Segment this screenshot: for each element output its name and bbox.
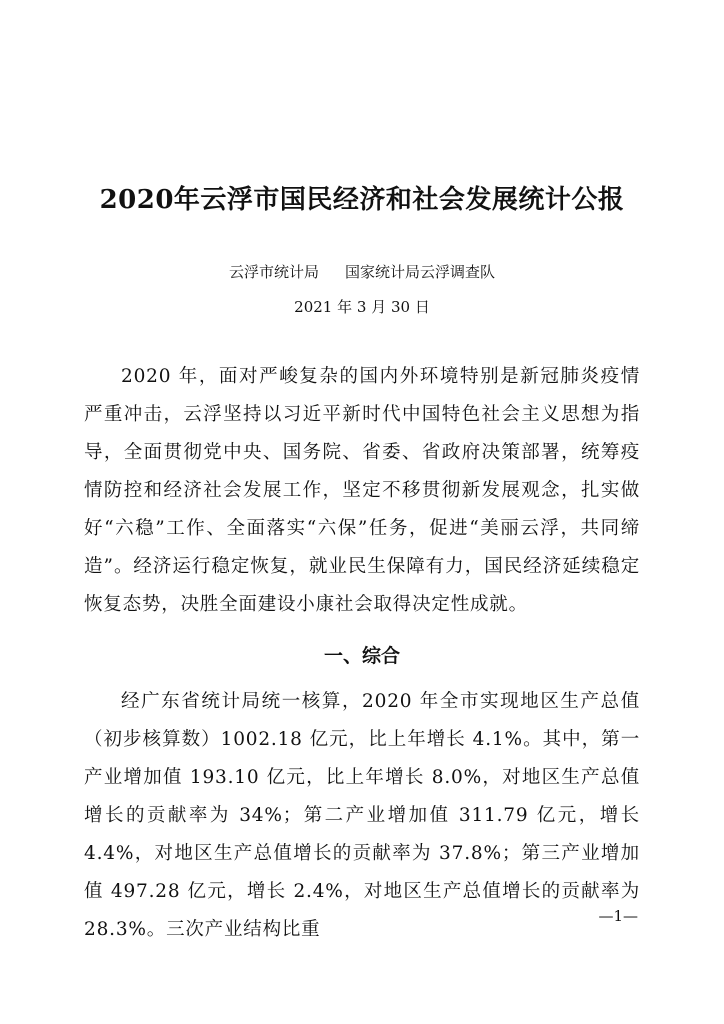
author-primary: 云浮市统计局 (228, 263, 319, 281)
author-line (0, 262, 724, 282)
intro-paragraph: 2020 年，面对严峻复杂的国内外环境特别是新冠肺炎疫情严重冲击，云浮坚持以习近平新时代中国特色社会主义思想为指导，全面贯彻党中央、国务院、省委、省政府决策部署，统筹疫情防控和经济社会发展工作，坚定不移贯彻新发展观念，扎实做好“六稳”工作、全面落实“六保”任务，促进“美丽云浮，共同缔造”。经济运行稳定恢复，就业民生保障有力，国民经济延续稳定恢复态势，决胜全面建设小康社会取得决定性成就。 (84, 366, 640, 615)
publication-date: 2021 年 3 月 30 日 (294, 298, 430, 316)
document-title: 2020年云浮市国民经济和社会发展统计公报 (99, 185, 625, 215)
page-number: —1— (598, 907, 638, 925)
section-heading: 一、综合 (323, 645, 400, 667)
author-secondary: 国家统计局云浮调查队 (345, 263, 496, 281)
section-paragraph: 经广东省统计局统一核算，2020 年全市实现地区生产总值（初步核算数）1002.18 亿元，比上年增长 4.1%。其中，第一产业增加值 193.10 亿元，比上年增长 8.0%，对地区生产总值增长的贡献率为 34%；第二产业增加值 311.79 亿元，增长 4.4%，对地区生产总值增长的贡献率为 37.8%；第三产业增加值 497.28 亿元，增长 2.4%，对地区生产总值增长的贡献率为 28.3%。三次产业结构比重 (84, 691, 640, 940)
